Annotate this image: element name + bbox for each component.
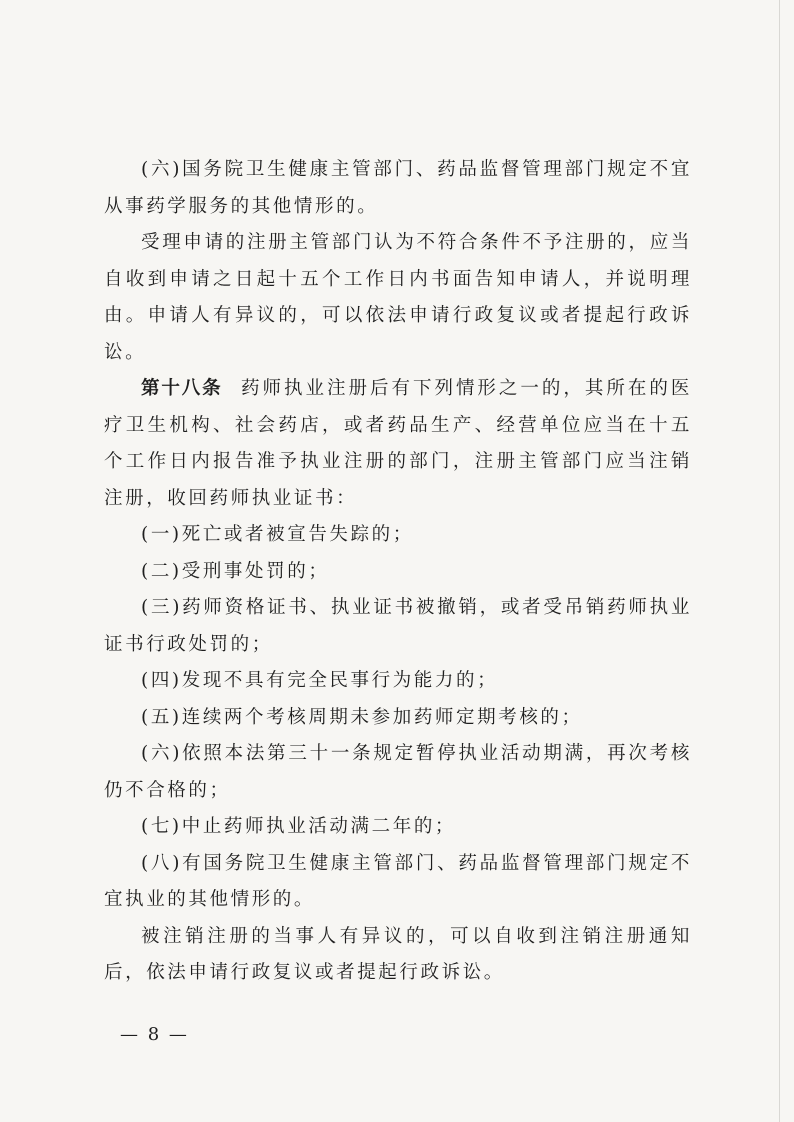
list-item-1: (一)死亡或者被宣告失踪的； bbox=[141, 524, 414, 545]
article-18-text: 药师执业注册后有下列情形之一的，其所在的医疗卫生机构、社会药店，或者药品生产、经营单位应当在十五个工作日内报告准予执业注册的部门，注册主管部门应当注销注册，收回药师执业证书： bbox=[104, 378, 692, 509]
list-item-4: (四)发现不具有完全民事行为能力的； bbox=[141, 670, 499, 691]
list-item-2: (二)受刑事处罚的； bbox=[141, 560, 330, 582]
list-item-7: (七)中止药师执业活动满二年的； bbox=[141, 816, 457, 837]
list-item-8: (八)有国务院卫生健康主管部门、药品监督管理部门规定不宜执业的其他情形的。 bbox=[104, 852, 692, 910]
list-item-5: (五)连续两个考核周期未参加药师定期考核的； bbox=[141, 706, 583, 728]
list-item-3: (三)药师资格证书、执业证书被撤销，或者受吊销药师执业证书行政处罚的； bbox=[104, 597, 692, 655]
page-number: — 8 — bbox=[120, 1024, 189, 1045]
paragraph-rejection-notice: 受理申请的注册主管部门认为不符合条件不予注册的，应当自收到申请之日起十五个工作日内书面告知申请人，并说明理由。申请人有异议的，可以依法申请行政复议或者提起行政诉讼。 bbox=[104, 232, 692, 363]
article-heading: 第十八条 bbox=[141, 378, 223, 399]
document-body bbox=[104, 152, 692, 992]
paragraph-appeal: 被注销注册的当事人有异议的，可以自收到注销注册通知后，依法申请行政复议或者提起行政诉讼。 bbox=[104, 925, 692, 983]
paragraph-item-6-continuation: (六)国务院卫生健康主管部门、药品监督管理部门规定不宜从事药学服务的其他情形的。 bbox=[104, 159, 692, 217]
list-item-6: (六)依照本法第三十一条规定暂停执业活动期满，再次考核仍不合格的； bbox=[104, 743, 692, 801]
article-18 bbox=[104, 371, 692, 517]
page-edge bbox=[779, 0, 780, 1122]
